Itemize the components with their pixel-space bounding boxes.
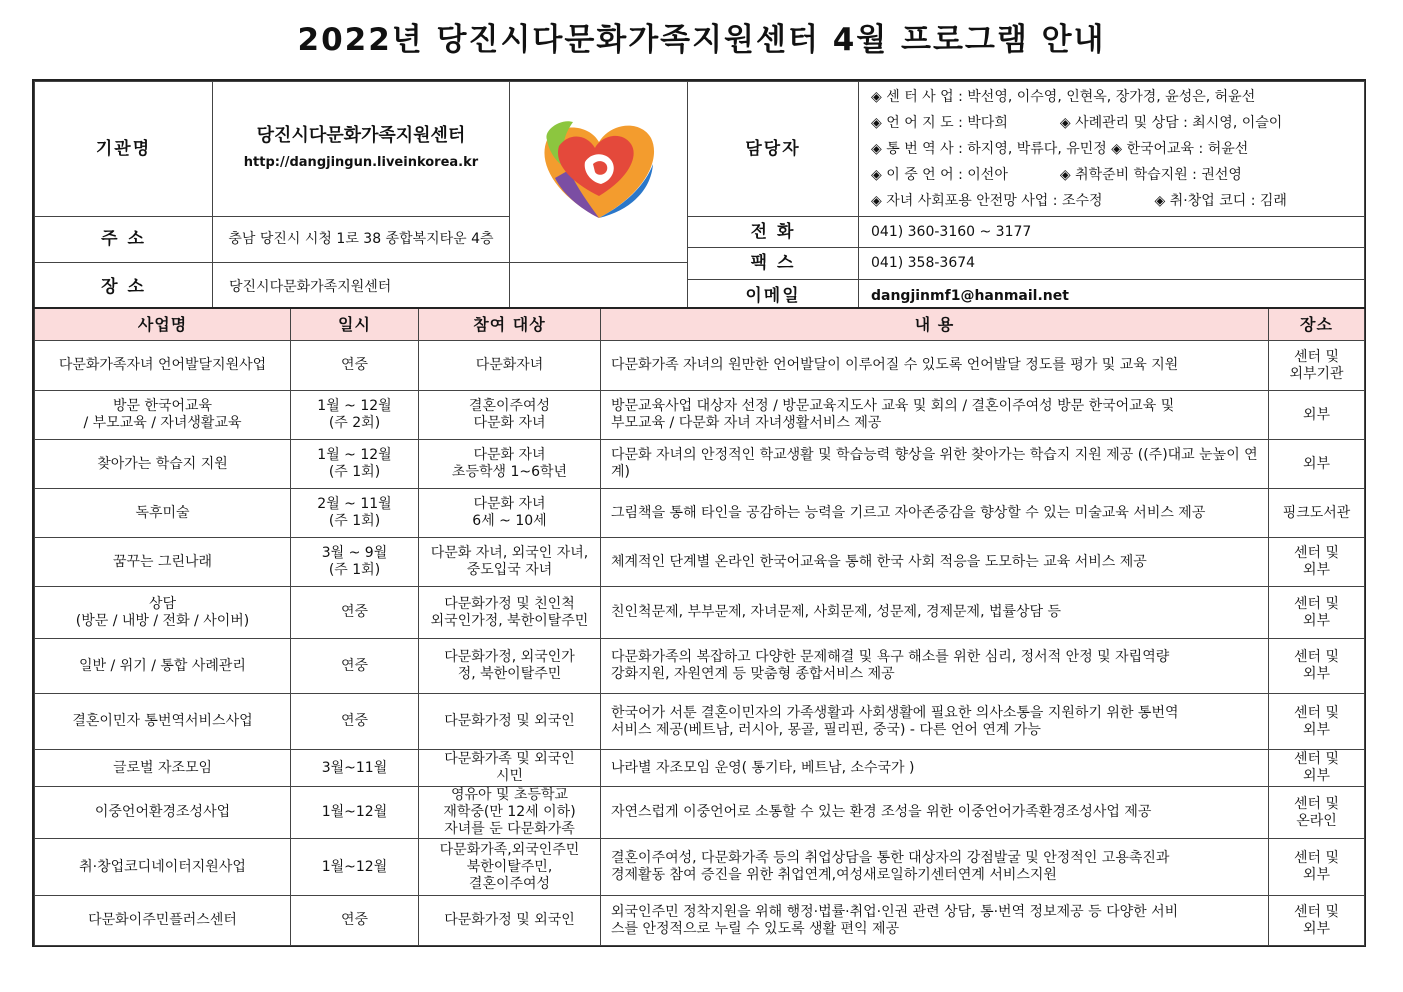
program-content-line: 결혼이주여성, 다문화가족 등의 취업상담을 통한 대상자의 강점발굴 및 안정적인 고용촉진과 <box>611 850 1170 866</box>
address-label: 주 소 <box>35 217 213 263</box>
program-date-line: 연중 <box>340 657 369 674</box>
staff-language: ◈ 언 어 지 도 : 박다희 <box>871 115 1008 131</box>
program-place-line: 외부 <box>1302 562 1331 578</box>
program-date <box>291 587 419 639</box>
program-name <box>35 538 291 587</box>
program-target-line: 6세 ~ 10세 <box>472 513 547 529</box>
program-table <box>34 307 1365 946</box>
program-place-line: 센터 및 <box>1293 795 1340 812</box>
program-place-line: 핑크도서관 <box>1282 504 1351 521</box>
col-header-place: 장소 <box>1269 308 1365 341</box>
program-date <box>291 896 419 946</box>
program-name <box>35 341 291 391</box>
program-target-line: 북한이탈주민, <box>466 858 553 875</box>
program-date <box>291 440 419 489</box>
program-name <box>35 639 291 694</box>
table-row <box>35 489 1365 538</box>
program-name <box>35 839 291 896</box>
program-place <box>1269 489 1365 538</box>
program-target <box>419 587 601 639</box>
program-place-line: 온라인 <box>1296 812 1337 829</box>
program-name-line: 결혼이민자 통번역서비스사업 <box>72 713 253 729</box>
program-name-line: 독후미술 <box>135 504 190 521</box>
program-target-line: 초등학생 1~6학년 <box>451 464 568 480</box>
program-date-line: 2월 ~ 11월 <box>317 496 392 512</box>
program-target-line: 다문화 자녀 <box>473 447 546 463</box>
org-cell <box>213 82 510 217</box>
program-target-line: 다문화 자녀 <box>473 415 546 431</box>
program-content-line: 강화지원, 자원연계 등 맞춤형 종합서비스 제공 <box>611 666 895 682</box>
program-content-line: 다문화 자녀의 안정적인 학교생활 및 학습능력 향상을 위한 찾아가는 학습지 지원 제공 ((주)대교 눈높이 연계) <box>611 447 1258 480</box>
program-target <box>419 489 601 538</box>
program-target <box>419 341 601 391</box>
program-date-line: 3월~11월 <box>321 759 388 776</box>
program-place <box>1269 341 1365 391</box>
table-row <box>35 639 1365 694</box>
email-value[interactable]: dangjinmf1@hanmail.net <box>859 280 1365 313</box>
table-row <box>35 341 1365 391</box>
program-target <box>419 440 601 489</box>
program-place-line: 센터 및 <box>1293 545 1340 561</box>
program-place <box>1269 787 1365 839</box>
org-url[interactable]: http://dangjingun.liveinkorea.kr <box>243 155 479 170</box>
program-target <box>419 787 601 839</box>
table-row <box>35 538 1365 587</box>
fax-label: 팩 스 <box>688 248 859 280</box>
program-name-line: 찾아가는 학습지 지원 <box>97 455 228 472</box>
program-place-line: 센터 및 <box>1293 850 1340 866</box>
program-content-line: 스를 안정적으로 누릴 수 있도록 생활 편익 제공 <box>611 920 900 937</box>
program-date-line: 연중 <box>340 713 369 729</box>
program-place-line: 센터 및 <box>1293 704 1340 721</box>
phone-value: 041) 360-3160 ~ 3177 <box>859 217 1365 248</box>
program-place <box>1269 750 1365 787</box>
table-row <box>35 391 1365 440</box>
staff-safety-net: ◈ 자녀 사회포용 안전망 사업 : 조수정 <box>871 193 1103 209</box>
program-date <box>291 694 419 750</box>
table-row <box>35 787 1365 839</box>
program-rows <box>35 341 1365 946</box>
program-place-line: 센터 및 <box>1293 348 1340 365</box>
program-date-line: 1월~12월 <box>321 804 388 820</box>
table-row <box>35 440 1365 489</box>
phone-label: 전 화 <box>688 217 859 248</box>
program-place-line: 외부 <box>1302 768 1331 784</box>
staff-casework: ◈ 사례관리 및 상담 : 최시영, 이슬이 <box>1059 115 1283 131</box>
program-target-line: 영유아 및 초등학교 <box>450 787 569 803</box>
program-content-line: 한국어가 서툰 결혼이민자의 가족생활과 사회생활에 필요한 의사소통을 지원하기 위한 통번역 <box>611 704 1179 721</box>
staff-line <box>871 188 1352 214</box>
program-content <box>601 787 1269 839</box>
program-date-line: 1월~12월 <box>321 858 388 875</box>
program-name-line: 취·창업코디네이터지원사업 <box>79 858 246 875</box>
program-target <box>419 839 601 896</box>
program-date <box>291 341 419 391</box>
program-date <box>291 489 419 538</box>
program-name <box>35 896 291 946</box>
table-row <box>35 694 1365 750</box>
staff-school-prep: ◈ 취학준비 학습지원 : 권선영 <box>1059 167 1242 183</box>
program-target-line: 시민 <box>495 768 524 784</box>
program-content <box>601 639 1269 694</box>
program-date <box>291 538 419 587</box>
col-header-name: 사업명 <box>35 308 291 341</box>
page-title: 2022년 당진시다문화가족지원센터 4월 프로그램 안내 <box>297 22 1106 58</box>
staff-list <box>859 82 1365 217</box>
program-content-line: 외국인주민 정착지원을 위해 행정·법률·취업·인권 관련 상담, 통·번역 정보제공 등 다양한 서비 <box>611 903 1179 920</box>
program-target <box>419 391 601 440</box>
program-target-line: 다문화가정 및 외국인 <box>444 912 575 928</box>
program-content <box>601 750 1269 787</box>
place-value: 당진시다문화가족지원센터 <box>213 263 510 313</box>
program-target-line: 다문화가족,외국인주민 <box>439 841 580 858</box>
table-row <box>35 896 1365 946</box>
program-date-line: 1월 ~ 12월 <box>317 398 392 414</box>
staff-job-coordinator: ◈ 취·창업 코디 : 김래 <box>1154 193 1287 209</box>
program-name <box>35 787 291 839</box>
program-date <box>291 639 419 694</box>
program-place-line: 외부 <box>1302 406 1331 423</box>
program-place-line: 외부기관 <box>1289 365 1344 382</box>
program-place-line: 외부 <box>1302 455 1331 472</box>
program-name-line: 다문화가족자녀 언어발달지원사업 <box>58 357 267 373</box>
program-place-line: 외부 <box>1302 920 1331 937</box>
logo-cell <box>510 82 688 263</box>
program-place <box>1269 694 1365 750</box>
org-info-table <box>34 81 1365 313</box>
program-content <box>601 440 1269 489</box>
program-name-line: 방문 한국어교육 <box>112 398 213 414</box>
program-content <box>601 839 1269 896</box>
program-content <box>601 694 1269 750</box>
program-date-line: 연중 <box>340 604 369 620</box>
program-place-line: 센터 및 <box>1293 751 1340 767</box>
staff-line <box>871 162 1352 188</box>
program-content-line: 부모교육 / 다문화 자녀 자녀생활서비스 제공 <box>611 415 882 431</box>
program-target-line: 자녀를 둔 다문화가족 <box>444 821 575 837</box>
address-value: 충남 당진시 시청 1로 38 종합복지타운 4층 <box>213 217 510 263</box>
program-target <box>419 694 601 750</box>
program-target-line: 다문화가정, 외국인가 <box>444 649 575 665</box>
program-name-line: 꿈꾸는 그린나래 <box>112 553 213 570</box>
program-target-line: 다문화 자녀 <box>473 496 546 512</box>
col-header-target: 참여 대상 <box>419 308 601 341</box>
program-target <box>419 896 601 946</box>
program-place-line: 외부 <box>1302 721 1331 738</box>
program-place-line: 센터 및 <box>1293 903 1340 920</box>
program-target-line: 재학중(만 12세 이하) <box>443 804 576 820</box>
program-name-line: 글로벌 자조모임 <box>112 759 213 776</box>
program-name <box>35 489 291 538</box>
program-target <box>419 538 601 587</box>
program-content <box>601 489 1269 538</box>
place-label: 장 소 <box>35 263 213 313</box>
program-content-line: 그림책을 통해 타인을 공감하는 능력을 기르고 자아존중감을 향상할 수 있는 미술교육 서비스 제공 <box>611 504 1206 521</box>
email-label: 이메일 <box>688 280 859 313</box>
table-row <box>35 839 1365 896</box>
fax-value: 041) 358-3674 <box>859 248 1365 280</box>
program-content <box>601 341 1269 391</box>
program-content-line: 다문화가족의 복잡하고 다양한 문제해결 및 욕구 해소를 위한 심리, 정서적 안정 및 자립역량 <box>611 649 1170 665</box>
program-place-line: 센터 및 <box>1293 649 1340 665</box>
program-name <box>35 587 291 639</box>
info-frame <box>32 79 1366 947</box>
program-name <box>35 440 291 489</box>
program-name-line: 상담 <box>148 595 177 612</box>
program-name-line: / 부모교육 / 자녀생활교육 <box>83 415 242 431</box>
program-target-line: 다문화 자녀, 외국인 자녀, <box>430 545 589 561</box>
program-name-line: 일반 / 위기 / 통합 사례관리 <box>79 657 246 674</box>
program-content-line: 다문화가족 자녀의 원만한 언어발달이 이루어질 수 있도록 언어발달 정도를 평가 및 교육 지원 <box>611 357 1179 373</box>
program-name-line: 이중언어환경조성사업 <box>94 804 231 820</box>
staff-line <box>871 110 1352 136</box>
program-date-line: 연중 <box>340 357 369 373</box>
staff-bilingual: ◈ 이 중 언 어 : 이선아 <box>871 167 1008 183</box>
program-content-line: 경제활동 참여 증진을 위한 취업연계,여성새로일하기센터연계 서비스지원 <box>611 867 1057 883</box>
org-label: 기관명 <box>35 82 213 217</box>
program-content <box>601 391 1269 440</box>
program-content <box>601 538 1269 587</box>
program-place <box>1269 896 1365 946</box>
program-place <box>1269 587 1365 639</box>
col-header-date: 일시 <box>291 308 419 341</box>
program-target-line: 외국인가정, 북한이탈주민 <box>430 612 589 629</box>
program-date-line: (주 1회) <box>328 562 381 578</box>
table-row <box>35 750 1365 787</box>
program-target <box>419 750 601 787</box>
program-name-line: (방문 / 내방 / 전화 / 사이버) <box>75 612 250 629</box>
program-target-line: 다문화가정 및 외국인 <box>444 713 575 729</box>
program-content-line: 방문교육사업 대상자 선정 / 방문교육지도사 교육 및 회의 / 결혼이주여성 방문 한국어교육 및 <box>611 398 1175 414</box>
program-date <box>291 839 419 896</box>
org-name: 당진시다문화가족지원센터 <box>256 125 466 146</box>
program-date <box>291 391 419 440</box>
program-name-line: 다문화이주민플러스센터 <box>88 912 237 928</box>
manager-label: 담당자 <box>688 82 859 217</box>
program-date <box>291 787 419 839</box>
program-place-line: 외부 <box>1302 612 1331 629</box>
table-row <box>35 587 1365 639</box>
program-place <box>1269 639 1365 694</box>
program-place <box>1269 839 1365 896</box>
program-name <box>35 391 291 440</box>
program-place <box>1269 440 1365 489</box>
program-target-line: 다문화가정 및 친인척 <box>444 595 575 612</box>
program-content <box>601 587 1269 639</box>
program-target-line: 다문화자녀 <box>475 357 544 373</box>
program-content-line: 체계적인 단계별 온라인 한국어교육을 통해 한국 사회 적응을 도모하는 교육 서비스 제공 <box>611 553 1147 570</box>
program-date-line: (주 1회) <box>328 464 381 480</box>
program-date-line: (주 1회) <box>328 513 381 529</box>
program-content-line: 서비스 제공(베트남, 러시아, 몽골, 필리핀, 중국) - 다른 언어 연계 가능 <box>611 721 1041 738</box>
program-date-line: 3월 ~ 9월 <box>321 545 388 561</box>
program-target-line: 결혼이주여성 <box>468 398 551 414</box>
program-content-line: 자연스럽게 이중언어로 소통할 수 있는 환경 조성을 위한 이중언어가족환경조성사업 제공 <box>611 804 1152 820</box>
program-content-line: 친인척문제, 부부문제, 자녀문제, 사회문제, 성문제, 경제문제, 법률상담 등 <box>611 604 1062 620</box>
staff-line: ◈ 센 터 사 업 : 박선영, 이수영, 인현옥, 장가경, 윤성은, 허윤선 <box>871 89 1256 105</box>
program-date-line: 1월 ~ 12월 <box>317 447 392 463</box>
program-target-line: 중도입국 자녀 <box>466 562 553 578</box>
program-place <box>1269 391 1365 440</box>
program-date-line: 연중 <box>340 912 369 928</box>
staff-line: ◈ 통 번 역 사 : 하지영, 박류다, 유민정 ◈ 한국어교육 : 허윤선 <box>871 141 1249 157</box>
col-header-content: 내 용 <box>601 308 1269 341</box>
program-date-line: (주 2회) <box>328 415 381 431</box>
program-content <box>601 896 1269 946</box>
program-target-line: 결혼이주여성 <box>468 875 551 892</box>
program-place <box>1269 538 1365 587</box>
program-target-line: 정, 북한이탈주민 <box>457 666 562 682</box>
program-target-line: 다문화가족 및 외국인 <box>444 751 575 767</box>
program-target <box>419 639 601 694</box>
program-name <box>35 750 291 787</box>
program-place-line: 외부 <box>1302 666 1331 682</box>
logo-spacer <box>510 263 688 313</box>
program-place-line: 외부 <box>1302 867 1331 883</box>
heart-swirl-logo-icon <box>529 100 669 240</box>
program-name <box>35 694 291 750</box>
program-date <box>291 750 419 787</box>
program-place-line: 센터 및 <box>1293 595 1340 612</box>
program-content-line: 나라별 자조모임 운영( 통기타, 베트남, 소수국가 ) <box>611 759 915 776</box>
